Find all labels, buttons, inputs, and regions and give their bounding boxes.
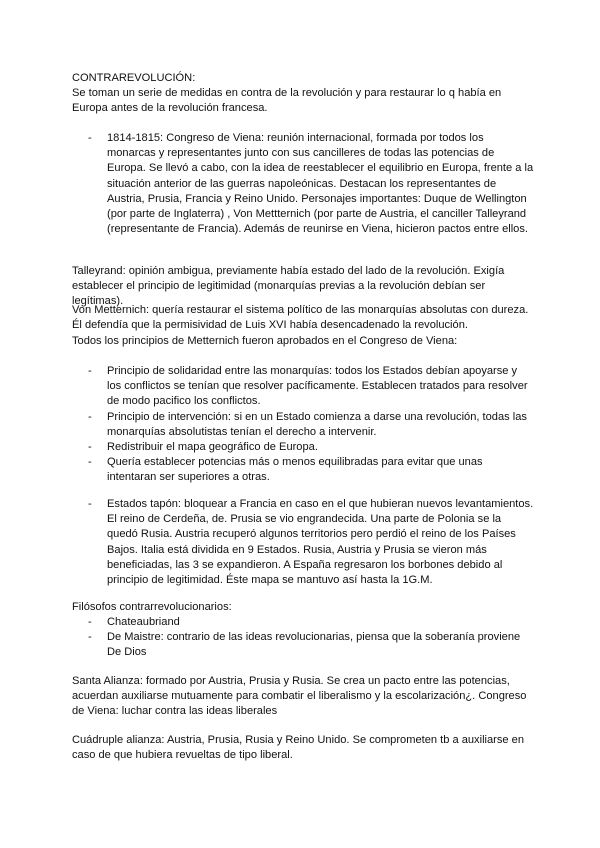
list-item (72, 615, 534, 630)
list-item (72, 440, 534, 455)
bullet-dash: - (88, 365, 92, 377)
list-item (72, 497, 534, 588)
buffer-states-list (72, 497, 534, 588)
bullet-dash: - (88, 616, 92, 628)
quadruple-alliance-paragraph: Cuádruple alianza: Austria, Prusia, Rusia y Reino Unido. Se comprometen tb a auxiliarse en caso de que hubiera revueltas de tipo liberal. (72, 734, 524, 762)
list-item (72, 630, 534, 660)
philosopher-text: De Maistre: contrario de las ideas revolucionarias, piensa que la soberanía proviene De Dios (107, 631, 521, 659)
principle-text: Principio de intervención: si en un Estado comienza a darse una revolución, todas las monarquías absolutistas tenían el derecho a intervenir. (107, 410, 527, 438)
principle-text: Principio de solidaridad entre las monarquías: todos los Estados debían apoyarse y los conflictos se tenían que resolver pacíficamente. Establecen tratados para resolver de modo pacifico los conflictos. (107, 365, 528, 408)
bullet-dash: - (88, 498, 92, 510)
bullet-dash: - (88, 631, 92, 644)
intro-paragraph: Se toman un serie de medidas en contra de la revolución y para restaurar lo q había en Europa antes de la revolución francesa. (72, 87, 502, 115)
principle-text: Redistribuir el mapa geográfico de Europa. (107, 441, 318, 454)
principles-intro: Todos los principios de Metternich fueron aprobados en el Congreso de Viena: (72, 335, 458, 347)
list-item (72, 455, 534, 485)
philosophers-title: Filósofos contrarrevolucionarios: (72, 601, 232, 613)
list-item (72, 131, 534, 237)
philosopher-text: Chateaubriand (107, 616, 180, 628)
holy-alliance-paragraph: Santa Alianza: formado por Austria, Prusia y Rusia. Se crea un pacto entre las potencias, acuerdan auxiliarse mutuamente para combatir el liberalismo y la escolarización¿. Congreso de Viena: luchar contra las ideas liberales (72, 675, 527, 718)
philosophers-list (72, 615, 534, 661)
metternich-paragraph: Von Metternich: quería restaurar el sistema político de las monarquías absolutas con dureza. Él defendía que la permisividad de Luis XVI había desencadenado la revolución. (72, 304, 529, 332)
congress-list (72, 131, 534, 237)
bullet-dash: - (88, 410, 92, 423)
congress-item-text: 1814-1815: Congreso de Viena: reunión internacional, formada por todos los monarcas y representantes junto con sus cancilleres de todas las potencias de Europa. Se llevó a cabo, con la idea de reestablecer el equilibrio en Europa, frente a la situación anterior de las guerras napoleónicas. Destacan los representantes de Austria, Prusia, Francia y Reino Unido. Personajes importantes: Duque de Wellington (por parte de Inglaterra) , Von Mettternich (por parte de Austria, el canciller Talleyrand (representante de Francia). Además de reunirse en Viena, hicieron pactos entre ellos. (107, 132, 534, 236)
bullet-dash: - (88, 441, 92, 454)
buffer-states-text: Estados tapón: bloquear a Francia en caso en el que hubieran nuevos levantamientos. El reino de Cerdeña, de. Prusia se vio engrandecida. Una parte de Polonia se la quedó Rusia. Austria recuperó algunos territorios pero perdió el reino de los Países Bajos. Italia está dividida en 9 Estados. Rusia, Austria y Prusia se vieron más beneficiadas, las 3 se expandieron. A España regresaron los borbones debido al principio de legitimidad. Éste mapa se mantuvo así hasta la 1G.M. (107, 498, 534, 587)
list-item (72, 364, 534, 410)
talleyrand-paragraph: Talleyrand: opinión ambigua, previamente había estado del lado de la revolución. Exigía establecer el principio de legitimidad (monarquías previas a la revolución debían ser legítimas). (72, 265, 505, 308)
page-title: CONTRAREVOLUCIÓN: (72, 72, 196, 84)
principles-list (72, 364, 534, 486)
principle-text: Quería establecer potencias más o menos equilibradas para evitar que unas intentaran ser superiores a otras. (107, 456, 483, 484)
list-item (72, 410, 534, 440)
bullet-dash: - (88, 456, 92, 469)
bullet-dash: - (88, 132, 92, 144)
